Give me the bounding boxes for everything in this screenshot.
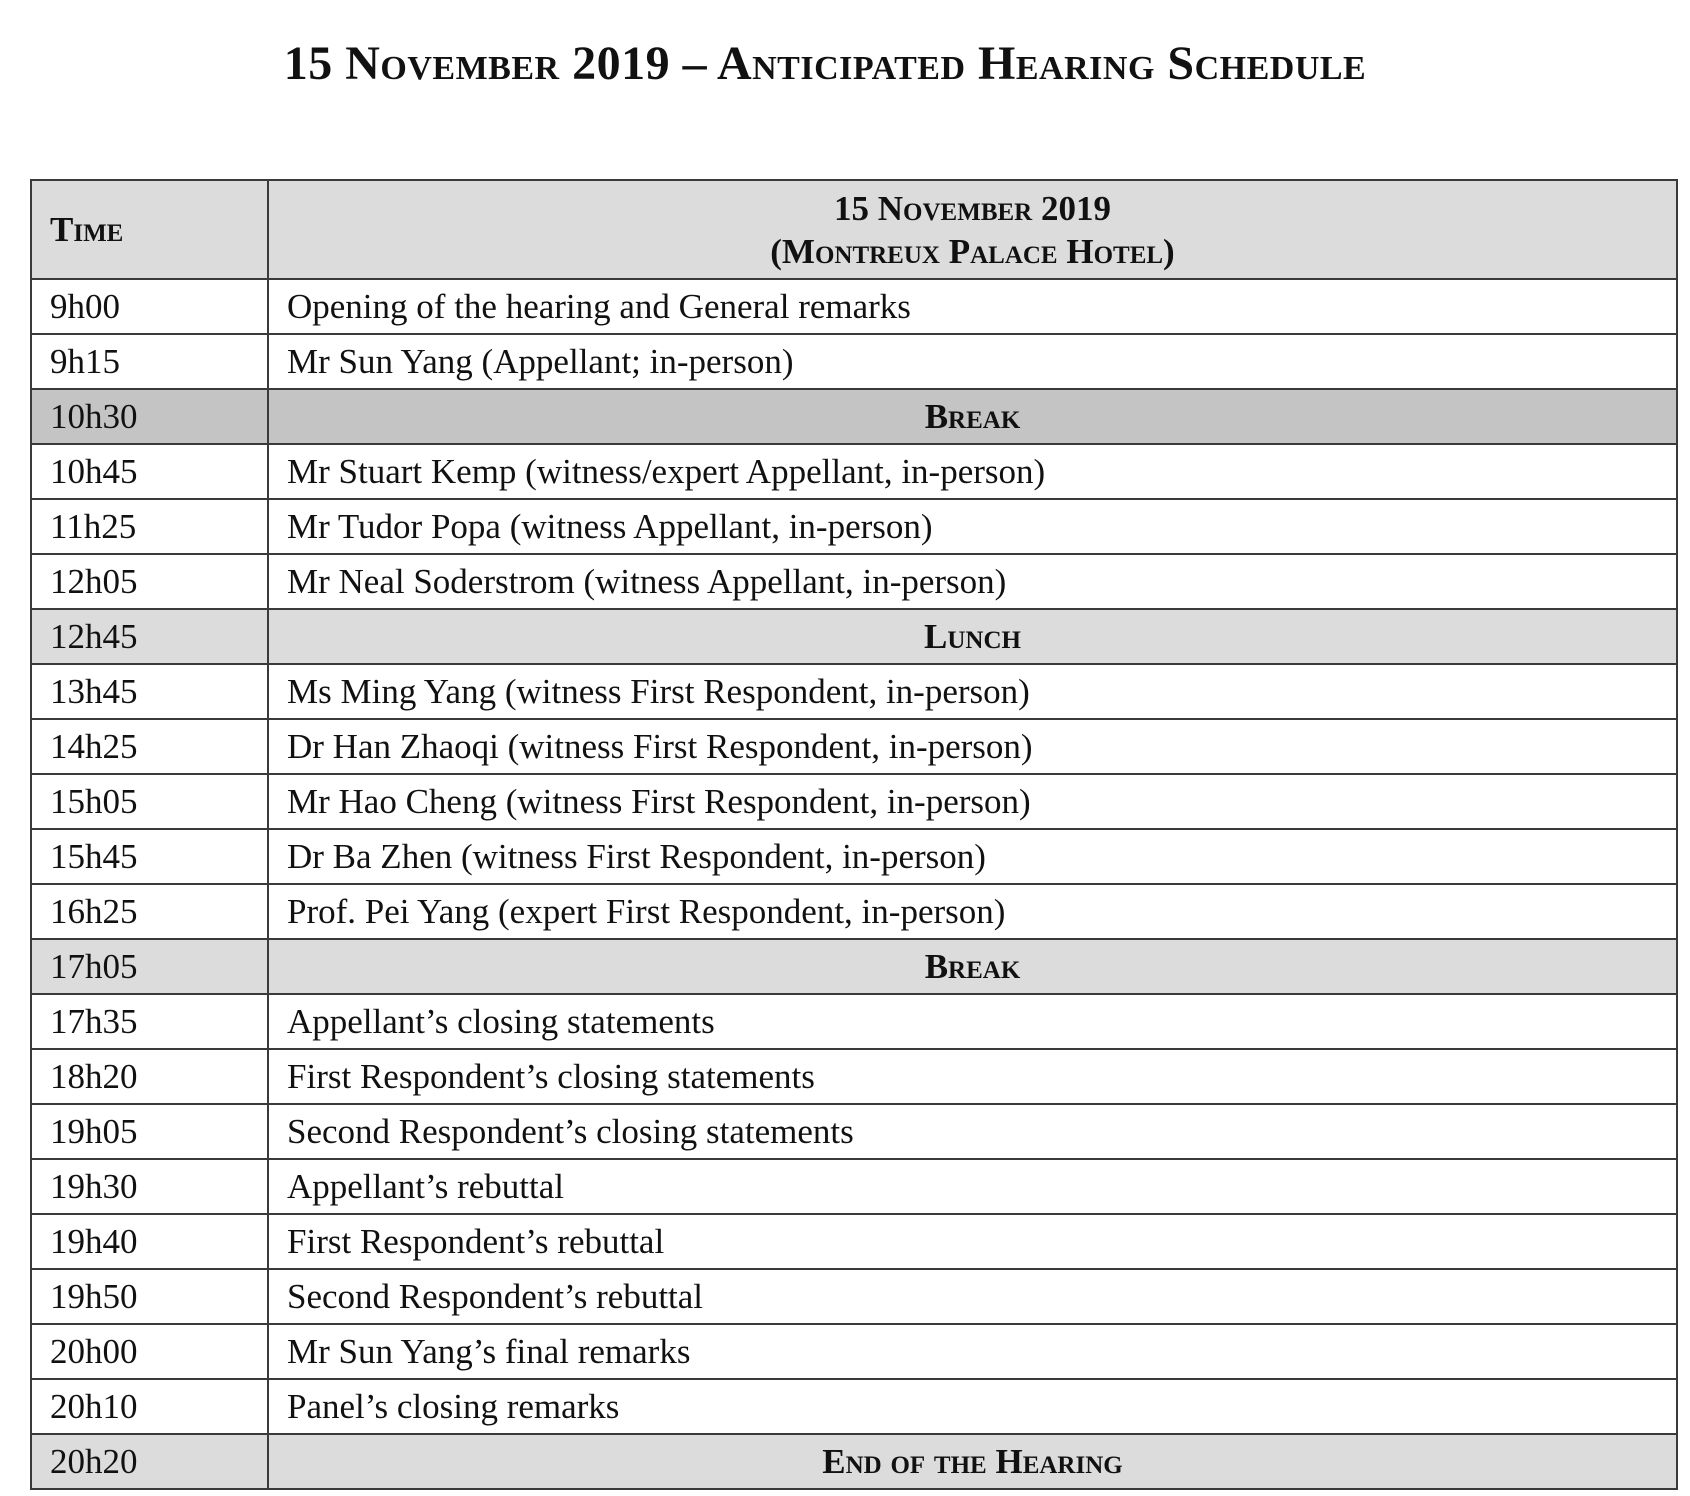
table-row (31, 994, 1677, 1049)
document-title: 15 November 2019 – Anticipated Hearing Schedule (283, 37, 1367, 90)
session-cell: Mr Sun Yang (Appellant; in-person) (268, 334, 1677, 389)
table-row (31, 1324, 1677, 1379)
time-cell: 16h25 (31, 884, 268, 939)
date-column-header (268, 180, 1677, 279)
separator-label: Lunch (268, 609, 1677, 664)
session-cell: Mr Neal Soderstrom (witness Appellant, in-person) (268, 554, 1677, 609)
table-row (31, 1379, 1677, 1434)
time-cell: 11h25 (31, 499, 268, 554)
session-cell: Appellant’s closing statements (268, 994, 1677, 1049)
table-row (31, 719, 1677, 774)
session-cell: Mr Tudor Popa (witness Appellant, in-person) (268, 499, 1677, 554)
session-cell: Mr Sun Yang’s final remarks (268, 1324, 1677, 1379)
separator-row (31, 939, 1677, 994)
table-row (31, 774, 1677, 829)
table-row (31, 1104, 1677, 1159)
separator-row (31, 609, 1677, 664)
session-cell: First Respondent’s rebuttal (268, 1214, 1677, 1269)
time-cell: 19h30 (31, 1159, 268, 1214)
header-date: 15 November 2019 (834, 188, 1111, 228)
session-cell: Appellant’s rebuttal (268, 1159, 1677, 1214)
table-row (31, 499, 1677, 554)
table-row (31, 1214, 1677, 1269)
session-cell: Second Respondent’s closing statements (268, 1104, 1677, 1159)
session-cell: Dr Han Zhaoqi (witness First Respondent, in-person) (268, 719, 1677, 774)
time-cell: 10h45 (31, 444, 268, 499)
table-row (31, 554, 1677, 609)
hearing-schedule-table (30, 179, 1678, 1490)
session-cell: First Respondent’s closing statements (268, 1049, 1677, 1104)
time-cell: 20h10 (31, 1379, 268, 1434)
separator-label: End of the Hearing (268, 1434, 1677, 1489)
table-row (31, 664, 1677, 719)
table-row (31, 334, 1677, 389)
header-venue: (Montreux Palace Hotel) (770, 231, 1175, 271)
time-cell: 19h50 (31, 1269, 268, 1324)
time-cell: 18h20 (31, 1049, 268, 1104)
time-cell: 15h05 (31, 774, 268, 829)
table-row (31, 884, 1677, 939)
time-cell: 20h00 (31, 1324, 268, 1379)
time-cell: 10h30 (31, 389, 268, 444)
session-cell: Second Respondent’s rebuttal (268, 1269, 1677, 1324)
time-cell: 13h45 (31, 664, 268, 719)
time-cell: 12h45 (31, 609, 268, 664)
time-cell: 14h25 (31, 719, 268, 774)
session-cell: Ms Ming Yang (witness First Respondent, in-person) (268, 664, 1677, 719)
table-row (31, 444, 1677, 499)
table-row (31, 279, 1677, 334)
time-cell: 12h05 (31, 554, 268, 609)
time-cell: 17h35 (31, 994, 268, 1049)
time-cell: 17h05 (31, 939, 268, 994)
time-cell: 9h15 (31, 334, 268, 389)
separator-label: Break (268, 939, 1677, 994)
session-cell: Prof. Pei Yang (expert First Respondent, in-person) (268, 884, 1677, 939)
table-row (31, 1159, 1677, 1214)
session-cell: Opening of the hearing and General remarks (268, 279, 1677, 334)
time-cell: 9h00 (31, 279, 268, 334)
time-cell: 19h40 (31, 1214, 268, 1269)
session-cell: Mr Stuart Kemp (witness/expert Appellant, in-person) (268, 444, 1677, 499)
session-cell: Dr Ba Zhen (witness First Respondent, in-person) (268, 829, 1677, 884)
table-row (31, 1049, 1677, 1104)
table-body (31, 279, 1677, 1489)
time-cell: 20h20 (31, 1434, 268, 1489)
time-cell: 15h45 (31, 829, 268, 884)
separator-label: Break (268, 389, 1677, 444)
table-row (31, 1269, 1677, 1324)
session-cell: Panel’s closing remarks (268, 1379, 1677, 1434)
table-row (31, 829, 1677, 884)
table-header (31, 180, 1677, 279)
time-cell: 19h05 (31, 1104, 268, 1159)
separator-row (31, 389, 1677, 444)
session-cell: Mr Hao Cheng (witness First Respondent, in-person) (268, 774, 1677, 829)
time-column-header: Time (31, 180, 268, 279)
separator-row (31, 1434, 1677, 1489)
header-row (31, 180, 1677, 279)
